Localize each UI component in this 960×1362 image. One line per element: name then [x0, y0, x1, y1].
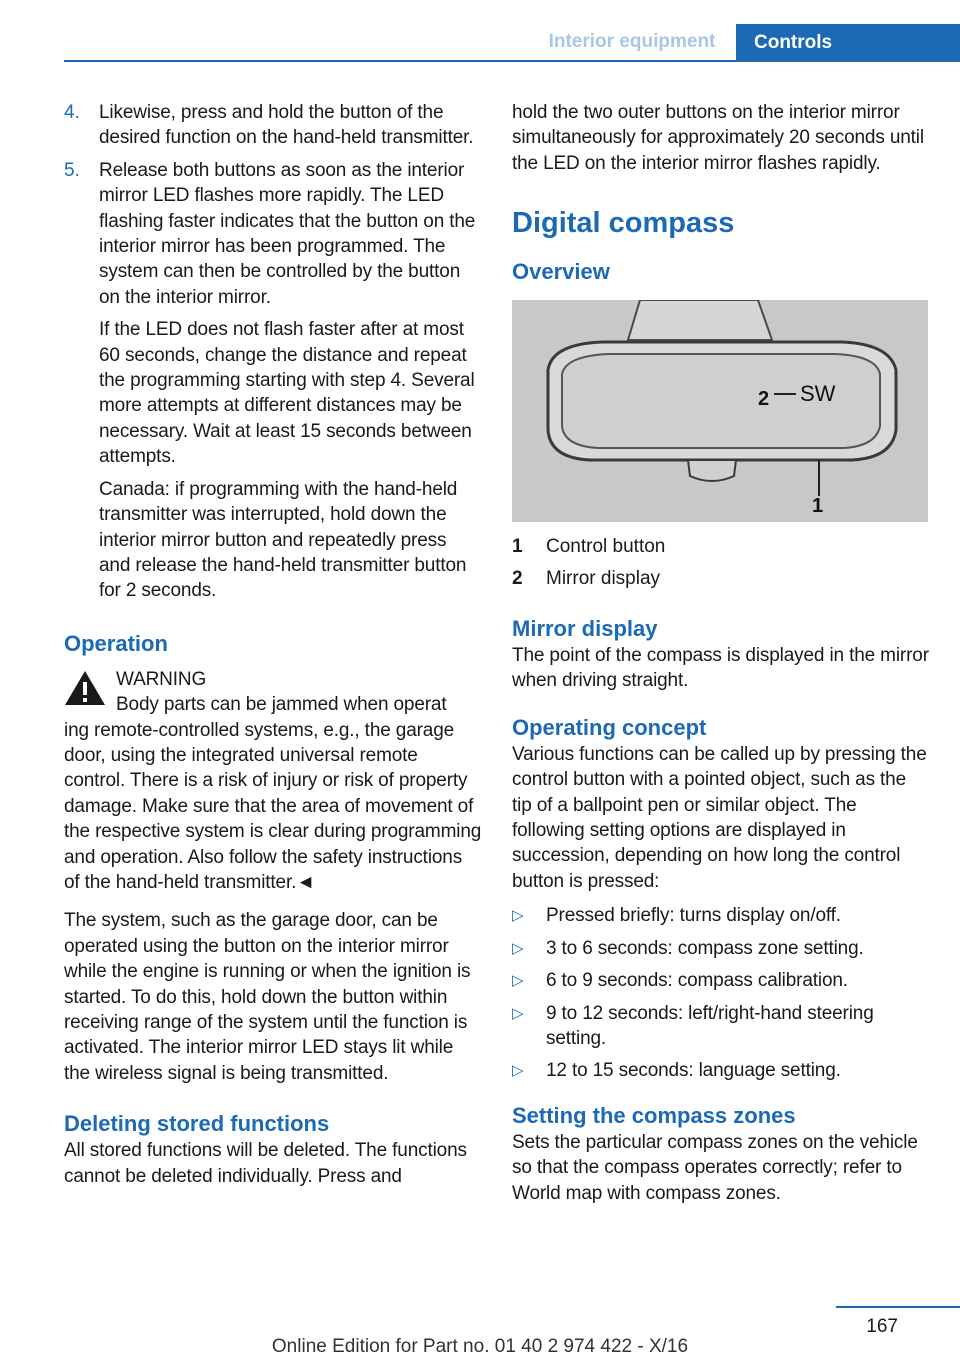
bullet-triangle-icon: ▷: [512, 907, 524, 925]
bullet-triangle-icon: ▷: [512, 939, 524, 957]
deleting-heading: Deleting stored functions: [64, 1111, 330, 1137]
operating-concept-heading: Operating concept: [512, 714, 707, 740]
mirror-display-heading: Mirror display: [512, 616, 658, 642]
page-number: 167: [866, 1316, 898, 1337]
warning-label: WARNING: [116, 668, 207, 690]
duration-list: [512, 903, 930, 1083]
bullet-triangle-icon: ▷: [512, 1062, 524, 1080]
legend-item: [512, 566, 930, 591]
list-item: ▷ Pressed briefly: turns display on/off.: [512, 903, 930, 928]
header-chapter-tab[interactable]: Controls: [736, 24, 960, 62]
compass-zones-text: Sets the particular compass zones on the vehicle so that the compass operates correctly; refer to World map with compass zones.: [512, 1131, 918, 1204]
figure-label-1: 1: [812, 495, 824, 518]
digital-compass-heading: Digital compass: [512, 207, 735, 240]
footer-rule: [836, 1306, 960, 1308]
step-item-4: [64, 100, 482, 151]
mirror-display-text: The point of the compass is displayed in the mirror when driving straight.: [512, 645, 929, 692]
legend-item: [512, 534, 930, 559]
mirror-figure: [512, 300, 928, 522]
interior-mirror-illustration: [512, 300, 928, 522]
step-number: 4.: [64, 102, 80, 123]
legend-number: 2: [512, 567, 523, 589]
step-text: Canada: if programming with the hand-held transmitter was interrupted, hold down the interior mirror button and repeatedly press and release the hand-held transmitter button for 2 seconds.: [99, 478, 467, 602]
legend-text: Mirror display: [546, 567, 661, 589]
warning-icon: [64, 669, 106, 707]
operating-concept-text: Various functions can be called up by pressing the control button with a pointed object, such as the tip of a ballpoint pen or similar object. The following setting options are displayed in succession, depending on how long the control button is pressed:: [512, 743, 927, 892]
left-column: [64, 100, 482, 1189]
step-text: Release both buttons as soon as the interior mirror LED flashes more rapidly. The LED flashing faster indicates that the button on the interior mirror has been programmed. The system can then be controlled by the button on the interior mirror.: [99, 159, 476, 308]
header-section-tab[interactable]: Interior equipment: [548, 31, 716, 52]
figure-label-2: 2: [758, 388, 770, 411]
step-text: Likewise, press and hold the button of the desired function on the hand-held transmitter.: [99, 102, 474, 149]
operation-text: The system, such as the garage door, can be operated using the button on the interior mirror while the engine is running or when the ignition is started. To do this, hold down the button within receiving range of the system until the function is activated. The interior mirror LED stays lit while the wireless signal is being transmitted.: [64, 910, 471, 1084]
list-item: ▷ 3 to 6 seconds: compass zone setting.: [512, 936, 930, 961]
compass-zones-heading: Setting the compass zones: [512, 1102, 796, 1128]
continued-text: hold the two outer buttons on the interior mirror simultaneously for approximately 20 seconds until the LED on the interior mirror flashes rapidly.: [512, 102, 924, 174]
right-column: [512, 100, 930, 1206]
compass-display-text: SW: [800, 381, 836, 407]
warning-block: [64, 667, 482, 718]
list-item: ▷ 12 to 15 seconds: language setting.: [512, 1058, 930, 1083]
warning-text: ing remote-controlled systems, e.g., the garage door, using the integrated universal remote control. There is a risk of injury or risk of property damage. Make sure that the area of movement of the respective system is clear during programming and operation. Also follow the safety instructions of the hand-held transmitter.◄: [64, 719, 482, 893]
step-item-5: [64, 158, 482, 604]
list-item: ▷ 6 to 9 seconds: compass calibration.: [512, 968, 930, 993]
list-item: ▷ 9 to 12 seconds: left/right-hand steering setting.: [512, 1002, 874, 1049]
header-rule: [64, 60, 960, 62]
legend-number: 1: [512, 536, 523, 558]
figure-legend: [512, 534, 930, 591]
step-number: 5.: [64, 159, 80, 181]
step-text: If the LED does not flash faster after at most 60 seconds, change the distance and repeat the programming starting with step 4. Several more attempts at different distances may be necessary. Wait at least 15 seconds between attempts.: [99, 319, 475, 468]
deleting-text: All stored functions will be deleted. The functions cannot be deleted individually. Press and: [64, 1140, 467, 1187]
legend-text: Control button: [546, 536, 666, 558]
edition-footer: Online Edition for Part no. 01 40 2 974 422 - X/16: [271, 1336, 689, 1357]
operation-heading: Operation: [64, 630, 168, 656]
bullet-triangle-icon: ▷: [512, 972, 524, 990]
warning-first-line: Body parts can be jammed when operat: [116, 694, 447, 716]
bullet-triangle-icon: ▷: [512, 1004, 524, 1022]
overview-heading: Overview: [512, 259, 610, 285]
